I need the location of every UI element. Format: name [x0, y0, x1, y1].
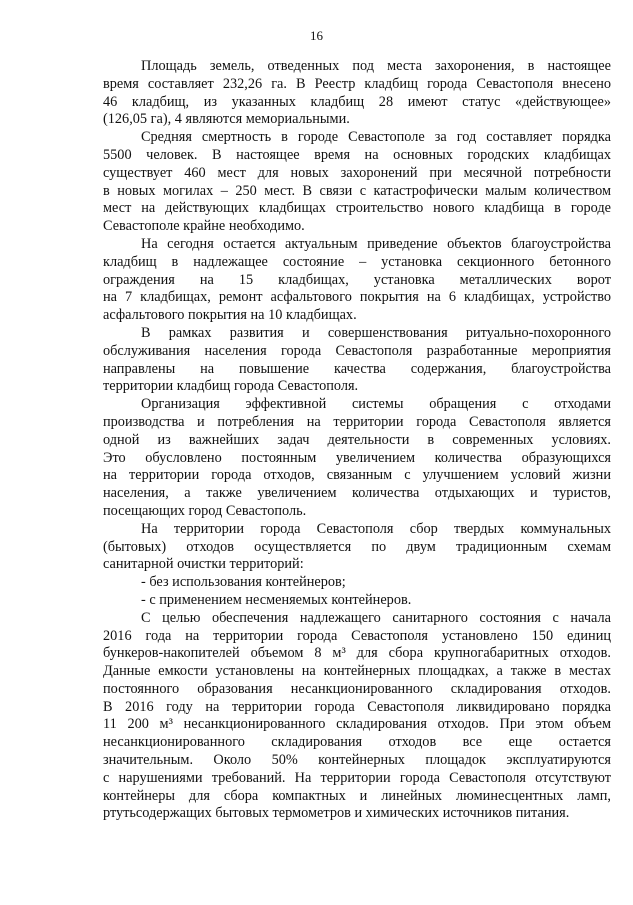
paragraph — [103, 129, 611, 236]
text-line: С целью обеспечения надлежащего санитарного состояния с начала — [141, 609, 611, 626]
paragraph — [103, 325, 611, 396]
text-line: на территории города отходов, связанным с улучшением условий жизни — [103, 467, 611, 484]
paragraph — [103, 574, 611, 592]
text-line: существует 460 мест для новых захоронений при месячной потребности — [103, 164, 611, 181]
text-line: Организация эффективной системы обращения с отходами — [141, 396, 611, 413]
paragraph — [103, 521, 611, 574]
text-line: ограждения на 15 кладбищах, установка металлических ворот — [103, 271, 611, 288]
text-line: На территории города Севастополя сбор твердых коммунальных — [141, 520, 611, 537]
text-line: (126,05 га), 4 являются мемориальными. — [103, 111, 350, 128]
text-line: В 2016 году на территории города Севастополя ликвидировано порядка — [103, 698, 611, 715]
paragraph — [103, 396, 611, 521]
text-line: Севастополе крайне необходимо. — [103, 218, 305, 235]
text-line: асфальтового покрытия на 10 кладбищах. — [103, 307, 357, 324]
text-line: обслуживания населения города Севастополя разработанные мероприятия — [103, 342, 611, 359]
text-line: санитарной очистки территорий: — [103, 556, 304, 573]
text-line: посещающих город Севастополь. — [103, 502, 307, 519]
page-number: 16 — [310, 28, 323, 43]
text-line: Средняя смертность в городе Севастополе за год составляет порядка — [141, 129, 611, 146]
text-line: кладбищ в надлежащее состояние – установка секционного бетонного — [103, 253, 611, 270]
text-line: одной из важнейших задач деятельности в современных условиях. — [103, 431, 611, 448]
text-line: в новых могилах – 250 мест. В связи с катастрофически малым количеством — [103, 182, 611, 199]
paragraph — [103, 592, 611, 610]
text-line: 2016 года на территории города Севастополя установлено 150 единиц — [103, 627, 611, 644]
text-line: населения, а также увеличением количества отдыхающих и туристов, — [103, 485, 611, 502]
text-line: 11 200 м³ несанкционированного складирования отходов. При этом объем — [103, 716, 611, 733]
text-line: Площадь земель, отведенных под места захоронения, в настоящее — [141, 58, 611, 74]
text-line: 46 кладбищ, из указанных кладбищ 28 имеют статус «действующее» — [103, 93, 611, 110]
paragraph — [103, 610, 611, 824]
text-line: (бытовых) отходов осуществляется по двум традиционным схемам — [103, 538, 611, 555]
text-line: территории кладбищ города Севастополя. — [103, 378, 359, 395]
text-line: несанкционированного складирования отходов все еще остается — [103, 734, 611, 751]
text-line: мест на действующих кладбищах строительство нового кладбища в городе — [103, 200, 611, 217]
text-line: - с применением несменяемых контейнеров. — [141, 591, 412, 608]
text-line: В рамках развития и совершенствования ритуально-похоронного — [141, 324, 611, 341]
text-line: 5500 человек. В настоящее время на основных городских кладбищах — [103, 146, 611, 163]
text-line: Это обусловлено постоянным увеличением количества образующихся — [103, 449, 611, 466]
text-line: Данные емкости установлены на контейнерных площадках, а также в местах — [103, 663, 611, 680]
text-line: на 7 кладбищах, ремонт асфальтового покрытия на 6 кладбищах, устройство — [103, 289, 611, 306]
text-line: значительным. Около 50% контейнерных площадок эксплуатируются — [103, 752, 611, 769]
text-line: с нарушениями требований. На территории города Севастополя отсутствуют — [103, 769, 611, 786]
text-line: ртутьсодержащих бытовых термометров и химических источников питания. — [103, 805, 570, 822]
text-line: время составляет 232,26 га. В Реестр кладбищ города Севастополя внесено — [103, 75, 611, 92]
document-body — [103, 58, 611, 823]
text-line: направлены на повышение качества содержания, благоустройства — [103, 360, 611, 377]
text-line: контейнеры для сбора компактных и линейных люминесцентных ламп, — [103, 787, 611, 804]
paragraph — [103, 58, 611, 129]
text-line: постоянного образования несанкционированного складирования отходов. — [103, 680, 611, 697]
text-line: На сегодня остается актуальным приведение объектов благоустройства — [141, 235, 611, 252]
text-line: производства и потребления на территории города Севастополя является — [103, 413, 611, 430]
paragraph — [103, 236, 611, 325]
text-line: - без использования контейнеров; — [141, 574, 346, 591]
text-line: бункеров-накопителей объемом 8 м³ для сбора крупногабаритных отходов. — [103, 645, 611, 662]
